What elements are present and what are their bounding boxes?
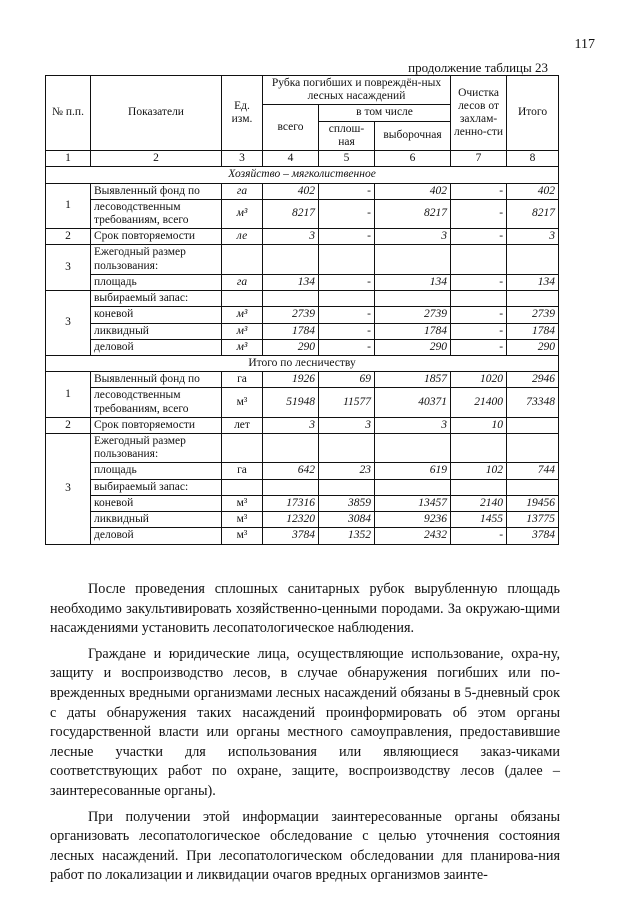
table-row — [46, 434, 559, 463]
unit-cell: ле — [222, 229, 263, 245]
empty-cell — [451, 291, 507, 307]
value-cell: 2432 — [375, 528, 451, 544]
value-cell: 13775 — [507, 512, 559, 528]
table-row — [46, 183, 559, 199]
section-title-row — [46, 355, 559, 371]
empty-cell — [507, 479, 559, 495]
table-row — [46, 495, 559, 511]
empty-cell — [451, 479, 507, 495]
table-row — [46, 417, 559, 433]
empty-cell — [507, 245, 559, 274]
value-cell: 8217 — [507, 199, 559, 228]
empty-cell — [263, 291, 319, 307]
empty-cell — [222, 479, 263, 495]
unit-cell: лет — [222, 417, 263, 433]
value-cell: 290 — [375, 339, 451, 355]
value-cell: - — [451, 199, 507, 228]
colnum: 4 — [263, 151, 319, 167]
value-cell: 1784 — [507, 323, 559, 339]
value-cell: 1926 — [263, 372, 319, 388]
value-cell: 402 — [507, 183, 559, 199]
value-cell: - — [451, 323, 507, 339]
value-cell: - — [319, 274, 375, 290]
row-label: Выявленный фонд по — [91, 372, 222, 388]
empty-cell — [319, 245, 375, 274]
header-indicators: Показатели — [91, 76, 222, 151]
unit-cell: м³ — [222, 528, 263, 544]
value-cell: 1784 — [263, 323, 319, 339]
data-table — [45, 75, 559, 545]
colnum: 2 — [91, 151, 222, 167]
table-row — [46, 512, 559, 528]
value-cell: 744 — [507, 463, 559, 479]
header-including: в том числе — [319, 105, 451, 121]
empty-cell — [451, 434, 507, 463]
row-num: 2 — [46, 417, 91, 433]
unit-cell: га — [222, 183, 263, 199]
row-label: коневой — [91, 307, 222, 323]
table-row — [46, 528, 559, 544]
colnum: 6 — [375, 151, 451, 167]
section-title: Итого по лесничеству — [46, 355, 559, 371]
value-cell: - — [451, 274, 507, 290]
value-cell: 21400 — [451, 388, 507, 417]
value-cell: 134 — [375, 274, 451, 290]
value-cell: - — [319, 183, 375, 199]
value-cell: 9236 — [375, 512, 451, 528]
empty-cell — [451, 245, 507, 274]
row-num: 3 — [46, 434, 91, 545]
row-label: деловой — [91, 528, 222, 544]
empty-cell — [375, 479, 451, 495]
table-row — [46, 479, 559, 495]
value-cell: 2946 — [507, 372, 559, 388]
value-cell: 13457 — [375, 495, 451, 511]
row-label: площадь — [91, 463, 222, 479]
value-cell: 2739 — [263, 307, 319, 323]
value-cell: - — [451, 183, 507, 199]
empty-cell — [319, 434, 375, 463]
row-label: выбираемый запас: — [91, 479, 222, 495]
paragraph: При получении этой информации заинтересованные органы обязаны организовать лесопатологическое обследование с целью уточнения состояния лесных насаждений. При лесопатологическом обследовании для планирова-ния работ по локализации и ликвидации очагов вредных организмов заинте- — [50, 808, 560, 884]
value-cell: - — [319, 229, 375, 245]
empty-cell — [263, 479, 319, 495]
empty-cell — [319, 479, 375, 495]
column-number-row — [46, 151, 559, 167]
empty-cell — [375, 434, 451, 463]
value-cell: 2739 — [507, 307, 559, 323]
table-continuation-caption: продолжение таблицы 23 — [408, 60, 548, 75]
table-row — [46, 307, 559, 323]
header-num: № п.п. — [46, 76, 91, 151]
value-cell: 51948 — [263, 388, 319, 417]
value-cell: - — [319, 199, 375, 228]
value-cell: 12320 — [263, 512, 319, 528]
row-num: 2 — [46, 229, 91, 245]
paragraph: После проведения сплошных санитарных рубок вырубленную площадь необходимо закультивировать хозяйственно-ценными породами. За окружаю-щими насаждениями установить лесопатологическое наблюдения. — [50, 581, 560, 637]
value-cell: 3 — [375, 417, 451, 433]
row-num: 3 — [46, 245, 91, 291]
colnum: 5 — [319, 151, 375, 167]
value-cell: 1020 — [451, 372, 507, 388]
value-cell: 8217 — [263, 199, 319, 228]
value-cell: 3784 — [507, 528, 559, 544]
section-title-row — [46, 167, 559, 183]
table-row — [46, 291, 559, 307]
header-selective: выборочная — [375, 121, 451, 150]
value-cell: 1857 — [375, 372, 451, 388]
empty-cell — [319, 291, 375, 307]
value-cell: 3859 — [319, 495, 375, 511]
table-row — [46, 388, 559, 417]
unit-cell: м³ — [222, 307, 263, 323]
value-cell: 3 — [507, 229, 559, 245]
row-label: деловой — [91, 339, 222, 355]
row-num: 3 — [46, 291, 91, 356]
header-felling: Рубка погибших и повреждён-ных лесных насаждений — [263, 76, 451, 105]
header-unit: Ед. изм. — [222, 76, 263, 151]
value-cell: 11577 — [319, 388, 375, 417]
table-row — [46, 372, 559, 388]
colnum: 8 — [507, 151, 559, 167]
header-sum: Итого — [507, 76, 559, 151]
row-label: Выявленный фонд по — [91, 183, 222, 199]
row-label: ликвидный — [91, 512, 222, 528]
empty-cell — [375, 291, 451, 307]
colnum: 3 — [222, 151, 263, 167]
empty-cell — [263, 434, 319, 463]
unit-cell: м³ — [222, 388, 263, 417]
table-row — [46, 274, 559, 290]
value-cell: - — [451, 528, 507, 544]
value-cell: 3 — [263, 229, 319, 245]
value-cell: - — [319, 323, 375, 339]
value-cell: 17316 — [263, 495, 319, 511]
value-cell: 69 — [319, 372, 375, 388]
value-cell: 1784 — [375, 323, 451, 339]
value-cell: 290 — [507, 339, 559, 355]
table-row — [46, 245, 559, 274]
value-cell: 19456 — [507, 495, 559, 511]
value-cell: 40371 — [375, 388, 451, 417]
value-cell: 3084 — [319, 512, 375, 528]
value-cell: 1455 — [451, 512, 507, 528]
value-cell — [507, 417, 559, 433]
value-cell: 402 — [375, 183, 451, 199]
value-cell: 8217 — [375, 199, 451, 228]
value-cell: 134 — [507, 274, 559, 290]
row-num: 1 — [46, 183, 91, 229]
row-num: 1 — [46, 372, 91, 418]
value-cell: 3 — [263, 417, 319, 433]
unit-cell: га — [222, 463, 263, 479]
unit-cell: м³ — [222, 495, 263, 511]
value-cell: 3784 — [263, 528, 319, 544]
body-text — [50, 580, 560, 892]
value-cell: 23 — [319, 463, 375, 479]
value-cell: 1352 — [319, 528, 375, 544]
empty-cell — [222, 291, 263, 307]
value-cell: - — [451, 339, 507, 355]
page-number: 117 — [574, 37, 595, 52]
section-title: Хозяйство – мягколиственное — [46, 167, 559, 183]
unit-cell: га — [222, 372, 263, 388]
empty-cell — [263, 245, 319, 274]
table-row — [46, 229, 559, 245]
empty-cell — [507, 291, 559, 307]
value-cell: 3 — [375, 229, 451, 245]
value-cell: 402 — [263, 183, 319, 199]
table-row — [46, 199, 559, 228]
paragraph: Граждане и юридические лица, осуществляющие использование, охра-ну, защиту и воспроизводство лесов, в случае обнаружения погибших или по-врежденных вредными организмами лесных насаждений обязаны в 5-дневный срок с даты обнаружения таких насаждений проинформировать об этом органы государственной власти или органы местного самоуправления, предоставившие лесные участки для использования или являющиеся заказ-чиками соответствующих работ по охране, защите, воспроизводству лесов (далее – заинтересованные органы). — [50, 645, 560, 799]
row-label: Срок повторяемости — [91, 229, 222, 245]
row-label: ликвидный — [91, 323, 222, 339]
unit-cell: м³ — [222, 512, 263, 528]
value-cell: 619 — [375, 463, 451, 479]
row-label: выбираемый запас: — [91, 291, 222, 307]
value-cell: - — [451, 229, 507, 245]
colnum: 1 — [46, 151, 91, 167]
unit-cell: м³ — [222, 199, 263, 228]
empty-cell — [507, 434, 559, 463]
colnum: 7 — [451, 151, 507, 167]
table-row — [46, 463, 559, 479]
unit-cell: м³ — [222, 323, 263, 339]
row-label: Ежегодный размер пользования: — [91, 434, 222, 463]
row-label: Срок повторяемости — [91, 417, 222, 433]
row-label: лесоводственным требованиям, всего — [91, 199, 222, 228]
value-cell: 10 — [451, 417, 507, 433]
unit-cell: га — [222, 274, 263, 290]
header-row-1 — [46, 76, 559, 105]
value-cell: 2140 — [451, 495, 507, 511]
value-cell: 290 — [263, 339, 319, 355]
table-row — [46, 339, 559, 355]
empty-cell — [222, 434, 263, 463]
row-label: коневой — [91, 495, 222, 511]
empty-cell — [375, 245, 451, 274]
value-cell: - — [319, 339, 375, 355]
header-clear: сплош-ная — [319, 121, 375, 150]
row-label: лесоводственным требованиям, всего — [91, 388, 222, 417]
value-cell: 3 — [319, 417, 375, 433]
value-cell: - — [451, 307, 507, 323]
value-cell: 2739 — [375, 307, 451, 323]
value-cell: - — [319, 307, 375, 323]
empty-cell — [222, 245, 263, 274]
header-total: всего — [263, 105, 319, 151]
header-cleaning: Очистка лесов от захлам-ленно-сти — [451, 76, 507, 151]
row-label: площадь — [91, 274, 222, 290]
value-cell: 642 — [263, 463, 319, 479]
table-row — [46, 323, 559, 339]
value-cell: 134 — [263, 274, 319, 290]
value-cell: 73348 — [507, 388, 559, 417]
row-label: Ежегодный размер пользования: — [91, 245, 222, 274]
value-cell: 102 — [451, 463, 507, 479]
unit-cell: м³ — [222, 339, 263, 355]
